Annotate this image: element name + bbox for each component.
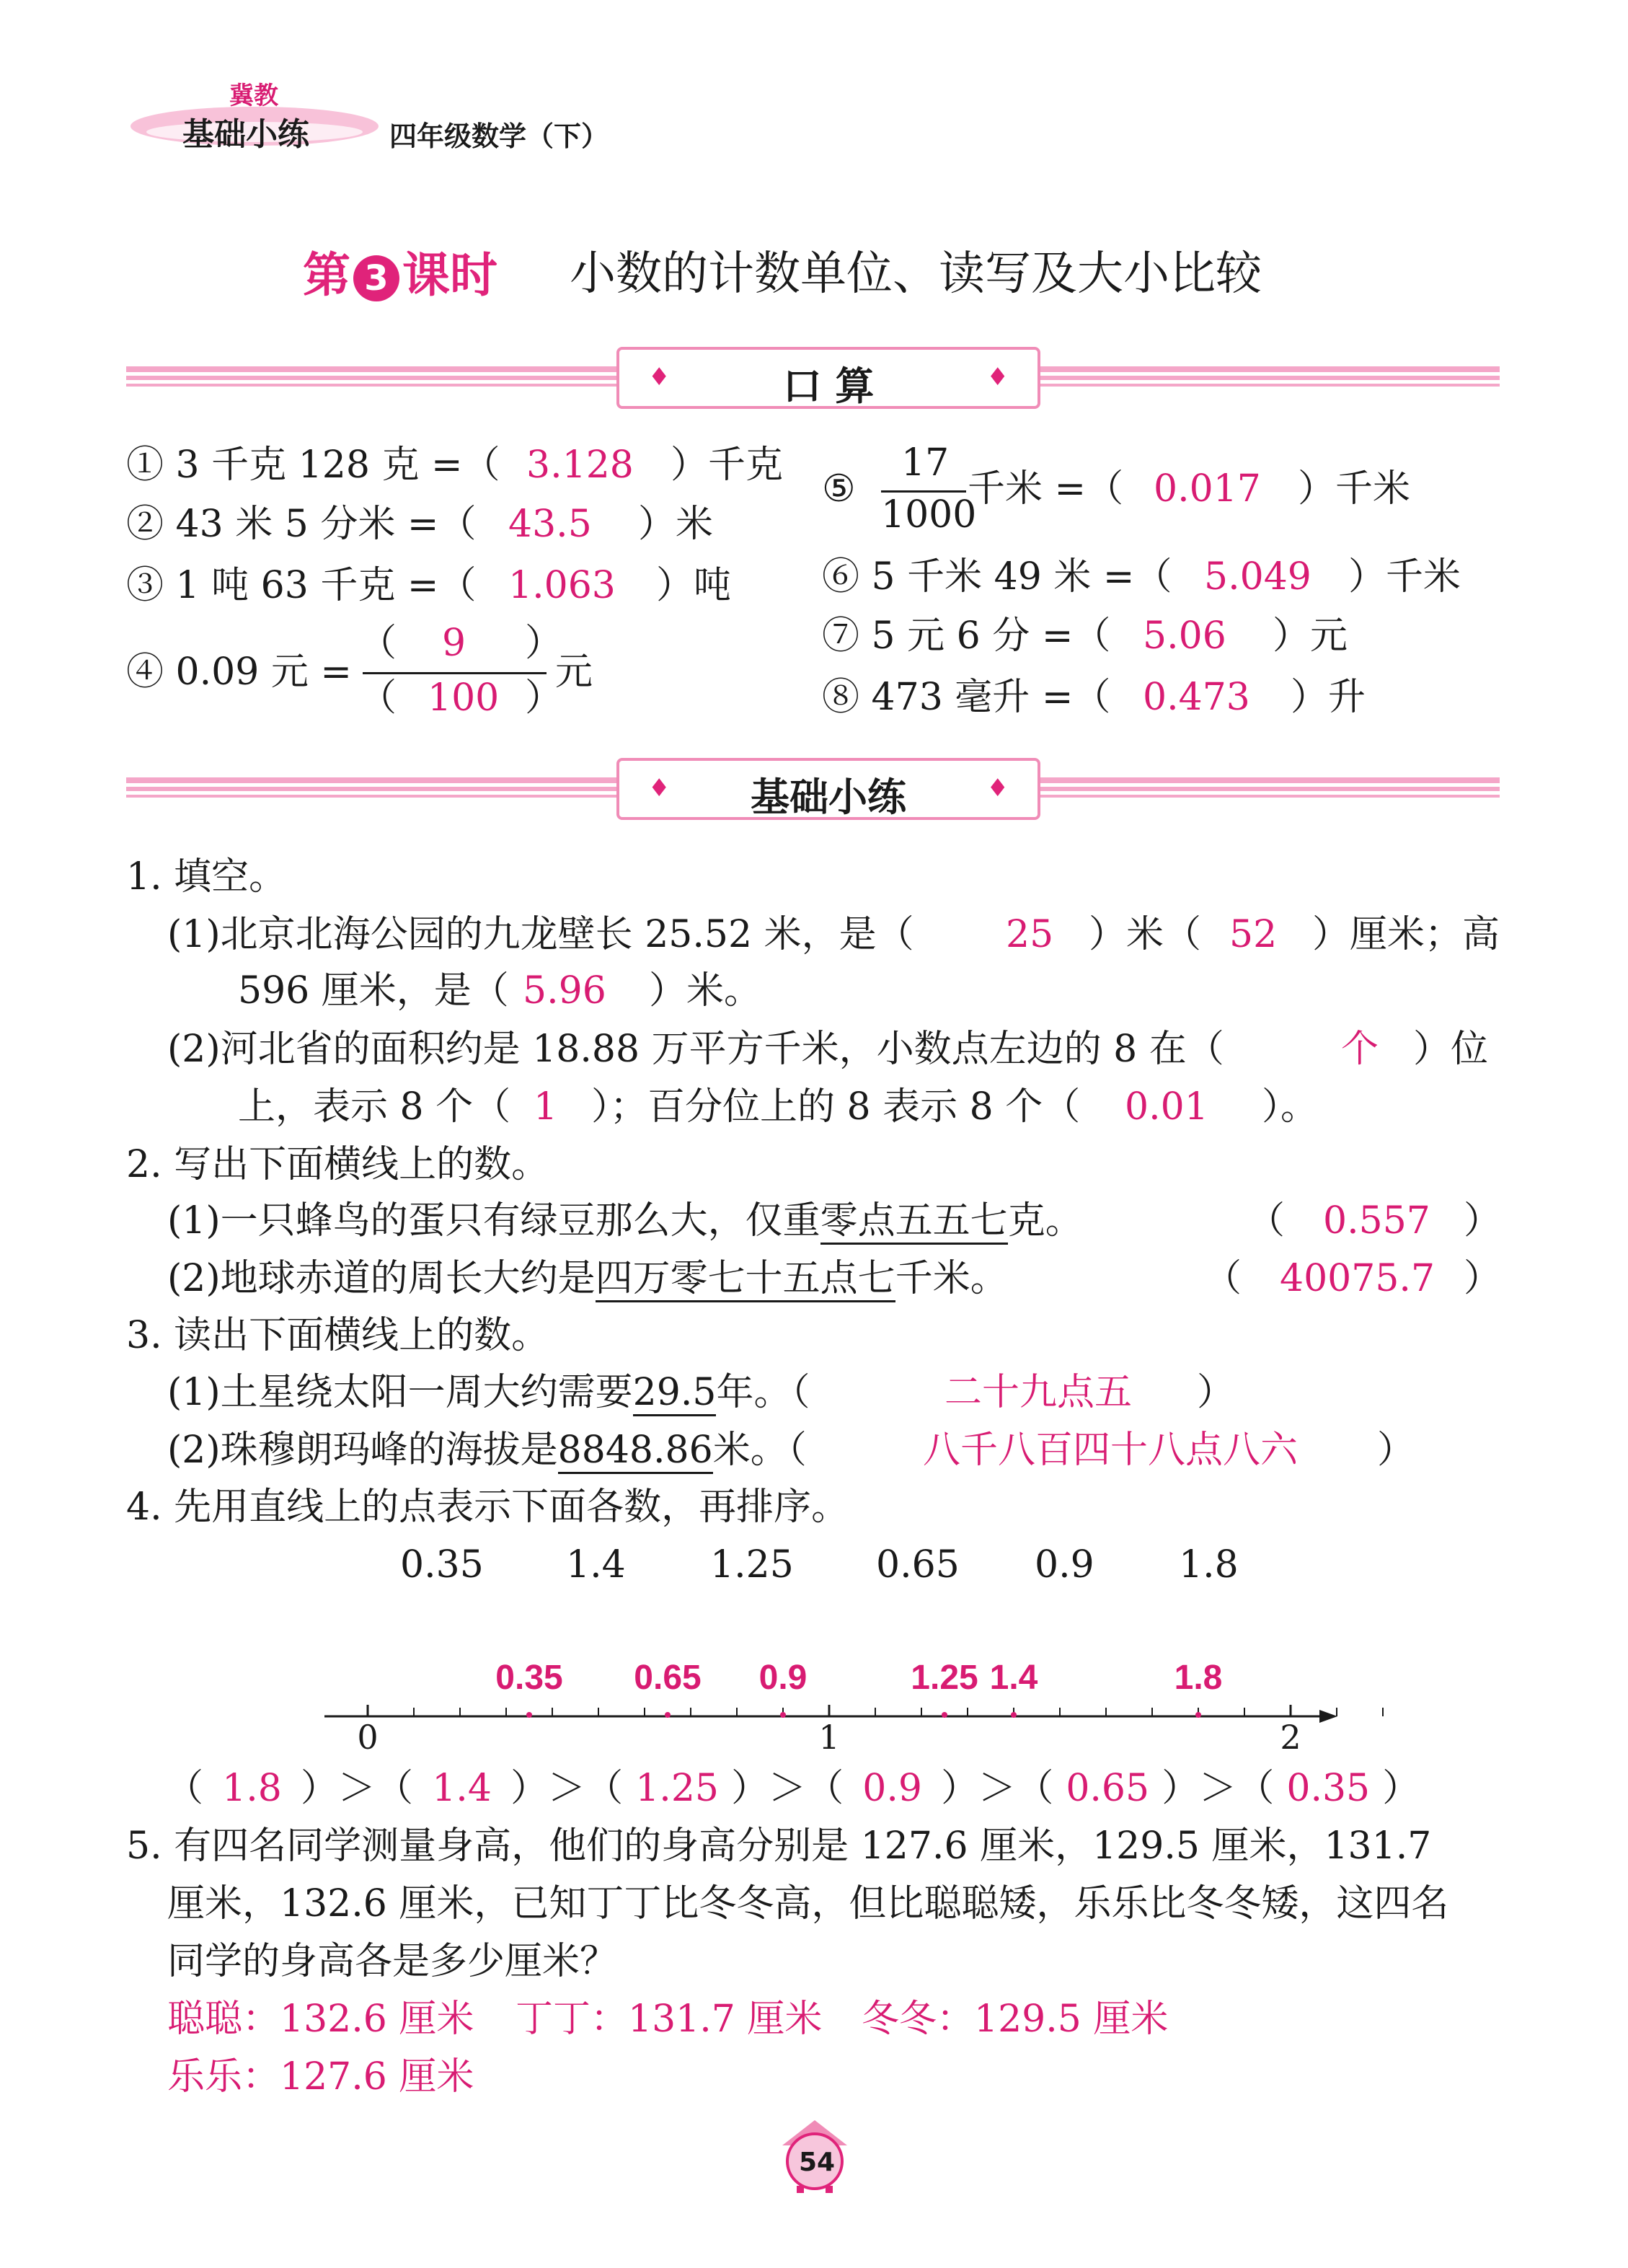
mental-q2: ② 43 米 5 分米 =（ bbox=[126, 503, 477, 546]
p3-b-post: 米。（ bbox=[712, 1429, 807, 1472]
lesson-number: 3 bbox=[364, 257, 389, 299]
p1-b-answer: 个 bbox=[1341, 1028, 1379, 1071]
mental-q4-fraction bbox=[359, 619, 563, 727]
p4-number: 1.8 bbox=[1179, 1543, 1239, 1587]
order-gt: ＞ bbox=[978, 1767, 1017, 1810]
p2-b-rp: ） bbox=[1464, 1257, 1502, 1300]
q1-text: ① 3 千克 128 克 =（ bbox=[126, 444, 500, 487]
p2-b-underlined: 四万零七十五点七 bbox=[596, 1257, 895, 1302]
order-gt: ＞ bbox=[548, 1767, 586, 1810]
mental-q1-unit: ）千克 bbox=[671, 444, 784, 487]
number-line-point-label: 1.25 bbox=[911, 1659, 978, 1697]
order-rp: ） bbox=[731, 1767, 769, 1810]
p2-b-line bbox=[167, 1257, 1008, 1300]
p4-number: 1.4 bbox=[566, 1543, 626, 1587]
p3-a-post: 年。（ bbox=[716, 1371, 810, 1414]
book-title: 四年级数学（下） bbox=[389, 120, 609, 152]
p4-order bbox=[166, 1767, 1420, 1810]
mental-q8: ⑧ 473 毫升 =（ bbox=[822, 676, 1111, 719]
mental-q4-unit: 元 bbox=[555, 650, 593, 694]
number-line-point bbox=[1011, 1712, 1017, 1718]
section-header-practice bbox=[616, 758, 1040, 820]
p1-b2-answer2: 0.01 bbox=[1125, 1085, 1208, 1129]
p4-number: 0.35 bbox=[400, 1543, 484, 1587]
mental-q2-unit: ）米 bbox=[638, 503, 714, 546]
number-line-tick-label: 0 bbox=[357, 1718, 379, 1757]
fraction-bar bbox=[881, 490, 966, 493]
order-lp: （ bbox=[166, 1767, 204, 1810]
page-number: 54 bbox=[799, 2148, 836, 2177]
number-line-point-label: 1.8 bbox=[1174, 1659, 1223, 1697]
mental-q5: ⑤ bbox=[822, 467, 856, 511]
section-header-mental bbox=[616, 347, 1040, 409]
diamond-icon: ♦ bbox=[648, 774, 671, 803]
p2-a-answer: 0.557 bbox=[1323, 1199, 1430, 1243]
order-lp: （ bbox=[585, 1767, 624, 1810]
frac-den: 100 bbox=[428, 676, 500, 720]
number-line-point bbox=[526, 1712, 532, 1718]
mental-q1-answer: 3.128 bbox=[526, 444, 634, 487]
mental-q3-answer: 1.063 bbox=[508, 564, 616, 607]
mental-q5-unit: ）千米 bbox=[1298, 467, 1411, 511]
p2-a-line bbox=[167, 1199, 1083, 1243]
order-lp: （ bbox=[376, 1767, 414, 1810]
p3-a-underlined: 29.5 bbox=[633, 1371, 717, 1416]
diamond-icon: ♦ bbox=[986, 774, 1009, 803]
mental-q7-unit: ）元 bbox=[1273, 614, 1348, 658]
p1-a-text: (1)北京北海公园的九龙壁长 25.52 米，是（ bbox=[167, 913, 914, 956]
p5-answer3: 冬冬：129.5 厘米 bbox=[862, 1998, 1169, 2041]
p1-a-mid: ）米（ bbox=[1089, 913, 1202, 956]
p2-a-rp: ） bbox=[1464, 1199, 1502, 1243]
p5-answer1: 聪聪：132.6 厘米 bbox=[167, 1998, 474, 2041]
frac-lp-top: （ bbox=[359, 622, 397, 665]
order-gt: ＞ bbox=[769, 1767, 807, 1810]
p2-a-underlined: 零点五五七 bbox=[820, 1199, 1008, 1245]
number-line-point-label: 0.9 bbox=[758, 1659, 808, 1697]
p1-b2-post: ）。 bbox=[1262, 1085, 1319, 1129]
number-line-tick-label: 2 bbox=[1280, 1718, 1301, 1757]
p3-title: 3. 读出下面横线上的数。 bbox=[126, 1314, 549, 1357]
p2-a-lp: （ bbox=[1247, 1199, 1286, 1243]
page-number-badge bbox=[775, 2117, 854, 2196]
p3-a-pre: (1)土星绕太阳一周大约需要 bbox=[167, 1371, 633, 1414]
section-label-practice: 基础小练 bbox=[751, 775, 906, 820]
order-rp: ） bbox=[1382, 1767, 1420, 1810]
lesson-number-badge bbox=[353, 255, 399, 301]
order-rp: ） bbox=[1162, 1767, 1200, 1810]
section-label-mental: 口 算 bbox=[782, 363, 875, 409]
number-line-point-label: 0.65 bbox=[634, 1659, 702, 1697]
number-line-point-label: 1.4 bbox=[989, 1659, 1038, 1697]
frac-rp-top: ） bbox=[525, 622, 563, 665]
mental-q5-fraction bbox=[881, 441, 977, 542]
p3-b-answer: 八千八百四十八点八六 bbox=[923, 1429, 1299, 1472]
p4-title: 4. 先用直线上的点表示下面各数，再排序。 bbox=[126, 1486, 849, 1529]
p1-a-answer2: 52 bbox=[1229, 913, 1278, 956]
header-logo bbox=[126, 76, 386, 155]
p1-b-text: (2)河北省的面积约是 18.88 万平方千米，小数点左边的 8 在（ bbox=[167, 1028, 1224, 1071]
p2-b-answer: 40075.7 bbox=[1280, 1257, 1435, 1300]
order-value: 0.9 bbox=[862, 1767, 922, 1810]
mental-q4: ④ 0.09 元 = bbox=[126, 650, 352, 694]
p1-a-post: ）厘米；高 bbox=[1312, 913, 1500, 956]
p1-a-answer1: 25 bbox=[1006, 913, 1054, 956]
p1-a2-post: ）米。 bbox=[649, 969, 762, 1012]
order-lp: （ bbox=[1016, 1767, 1054, 1810]
mental-q2-answer: 43.5 bbox=[508, 503, 592, 546]
p4-number: 1.25 bbox=[710, 1543, 794, 1587]
p4-number: 0.9 bbox=[1035, 1543, 1094, 1587]
diamond-icon: ♦ bbox=[648, 363, 671, 392]
page-title: 小数的计数单位、读写及大小比较 bbox=[570, 247, 1262, 301]
p5-line3: 同学的身高各是多少厘米？ bbox=[167, 1940, 618, 1983]
p2-title: 2. 写出下面横线上的数。 bbox=[126, 1143, 549, 1186]
order-value: 1.4 bbox=[432, 1767, 492, 1810]
mental-q3-unit: ）吨 bbox=[656, 564, 732, 607]
p4-numbers bbox=[400, 1543, 1239, 1587]
number-line-point bbox=[780, 1712, 786, 1718]
order-rp: ） bbox=[941, 1767, 979, 1810]
order-rp: ） bbox=[301, 1767, 339, 1810]
p2-a-pre: (1)一只蜂鸟的蛋只有绿豆那么大，仅重 bbox=[167, 1199, 820, 1243]
order-lp: （ bbox=[1237, 1767, 1275, 1810]
brand-top: 冀教 bbox=[229, 81, 278, 110]
p1-b2-mid: ）；百分位上的 8 表示 8 个（ bbox=[591, 1085, 1081, 1129]
mental-q3: ③ 1 吨 63 千克 =（ bbox=[126, 564, 477, 607]
p3-a-rp: ） bbox=[1197, 1371, 1235, 1414]
order-value: 0.35 bbox=[1286, 1767, 1371, 1810]
order-rp: ） bbox=[510, 1767, 549, 1810]
p3-b-rp: ） bbox=[1377, 1429, 1415, 1472]
number-line-point-label: 0.35 bbox=[495, 1659, 563, 1697]
order-lp: （ bbox=[806, 1767, 844, 1810]
order-value: 1.8 bbox=[222, 1767, 282, 1810]
p4-number: 0.65 bbox=[876, 1543, 960, 1587]
mental-q1 bbox=[126, 444, 500, 487]
order-gt: ＞ bbox=[338, 1767, 376, 1810]
p5-answer4: 乐乐：127.6 厘米 bbox=[167, 2055, 474, 2099]
p1-title: 1. 填空。 bbox=[126, 855, 287, 899]
number-line-point bbox=[942, 1712, 947, 1718]
brand-main: 基础小练 bbox=[182, 116, 309, 153]
p3-b-pre: (2)珠穆朗玛峰的海拔是 bbox=[167, 1429, 558, 1472]
lesson-label bbox=[303, 237, 497, 305]
frac-lp-bot: （ bbox=[359, 676, 397, 720]
p5-title: 5. 有四名同学测量身高，他们的身高分别是 127.6 厘米，129.5 厘米，131.7 bbox=[126, 1824, 1432, 1868]
order-value: 0.65 bbox=[1066, 1767, 1150, 1810]
number-line-point bbox=[1195, 1712, 1201, 1718]
mental-q7: ⑦ 5 元 6 分 =（ bbox=[822, 614, 1111, 658]
number-line bbox=[0, 1623, 1628, 1767]
mental-q6-answer: 5.049 bbox=[1204, 555, 1311, 599]
number-line-tick-label: 1 bbox=[818, 1718, 840, 1757]
frac-num: 9 bbox=[442, 622, 466, 665]
p1-b2-text: 上，表示 8 个（ bbox=[238, 1085, 511, 1129]
order-gt: ＞ bbox=[1199, 1767, 1237, 1810]
diamond-icon: ♦ bbox=[986, 363, 1009, 392]
order-value: 1.25 bbox=[635, 1767, 719, 1810]
p1-b-post: ）位 bbox=[1413, 1028, 1489, 1071]
mental-q5-mid: 千米 =（ bbox=[968, 467, 1124, 511]
p2-b-pre: (2)地球赤道的周长大约是 bbox=[167, 1257, 596, 1300]
p5-answer2: 丁丁：131.7 厘米 bbox=[516, 1998, 823, 2041]
p1-a2-text: 596 厘米，是（ bbox=[238, 969, 509, 1012]
p5-line2: 厘米，132.6 厘米，已知丁丁比冬冬高，但比聪聪矮，乐乐比冬冬矮，这四名 bbox=[167, 1882, 1449, 1925]
p2-a-post: 克。 bbox=[1007, 1199, 1083, 1243]
p1-a2-answer: 5.96 bbox=[523, 969, 606, 1012]
lesson-pre: 第 bbox=[303, 247, 350, 303]
lesson-post: 课时 bbox=[402, 247, 497, 303]
frac-rp-bot: ） bbox=[525, 676, 563, 720]
p2-b-post: 千米。 bbox=[895, 1257, 1008, 1300]
mental-q6: ⑥ 5 千米 49 米 =（ bbox=[822, 555, 1172, 599]
mental-q8-unit: ）升 bbox=[1291, 676, 1366, 719]
fraction-bar bbox=[363, 672, 547, 674]
p3-b-underlined: 8848.86 bbox=[558, 1429, 713, 1474]
p2-b-lp: （ bbox=[1204, 1257, 1242, 1300]
p3-a-answer: 二十九点五 bbox=[944, 1371, 1133, 1414]
p3-b-line bbox=[167, 1429, 807, 1472]
mental-q8-answer: 0.473 bbox=[1143, 676, 1250, 719]
p1-b2-answer1: 1 bbox=[534, 1085, 558, 1129]
mental-q5-answer: 0.017 bbox=[1154, 467, 1261, 511]
p3-a-line bbox=[167, 1371, 810, 1414]
number-line-point bbox=[665, 1712, 671, 1718]
q5-num: 17 bbox=[901, 441, 950, 485]
q5-den: 1000 bbox=[881, 493, 977, 537]
mental-q7-answer: 5.06 bbox=[1143, 614, 1226, 658]
number-line-arrow-icon bbox=[1319, 1710, 1337, 1723]
mental-q6-unit: ）千米 bbox=[1348, 555, 1461, 599]
